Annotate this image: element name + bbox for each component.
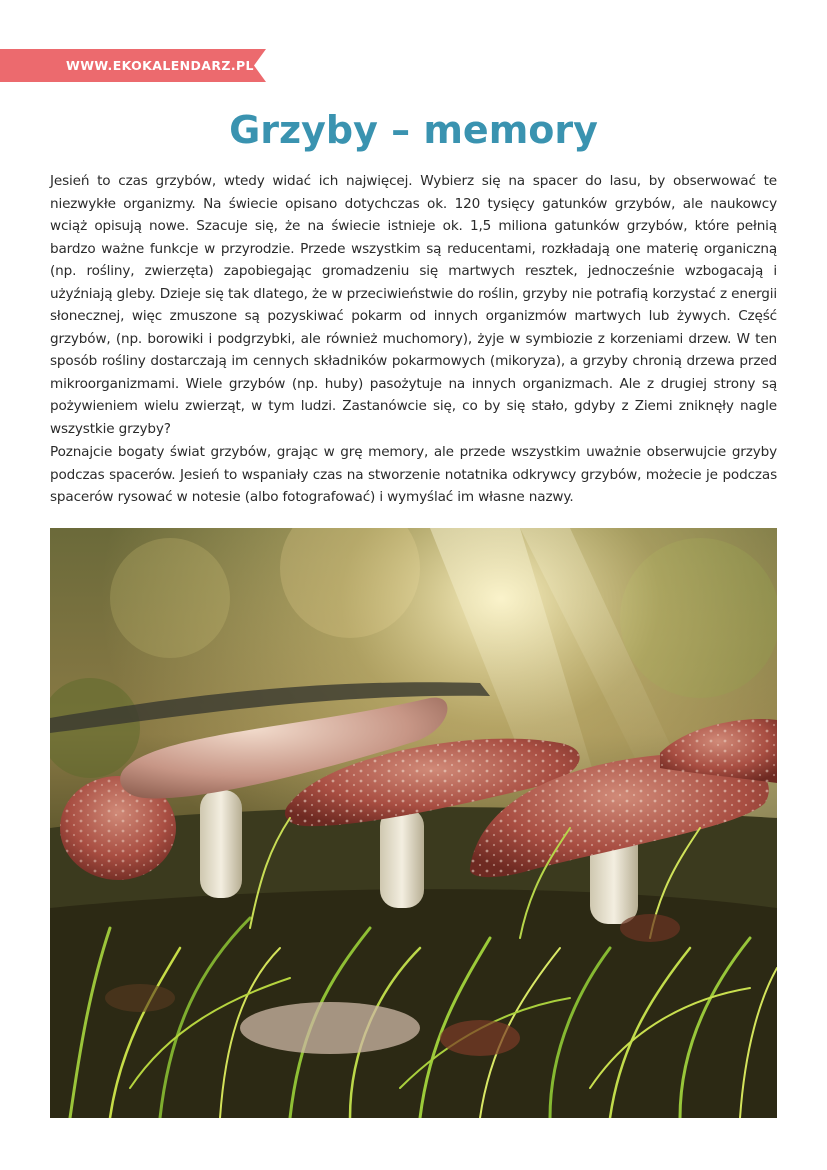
- header-ribbon: [0, 49, 266, 82]
- mushroom-photo: [50, 528, 777, 1118]
- mushroom-photo-illustration: [50, 528, 777, 1118]
- website-link[interactable]: WWW.EKOKALENDARZ.PL: [66, 58, 254, 73]
- memory-paragraph: Poznajcie bogaty świat grzybów, grając w grę memory, ale przede wszystkim uważnie obserwujcie grzyby podczas spacerów. Jesień to wspaniały czas na stworzenie notatnika odkrywcy grzybów, możecie je podczas spacerów rysować w notesie (albo fotografować) i wymyślać im własne nazwy.: [50, 444, 777, 505]
- page-title: Grzyby – memory: [229, 108, 598, 152]
- intro-paragraph: Jesień to czas grzybów, wtedy widać ich najwięcej. Wybierz się na spacer do lasu, by obserwować te niezwykłe organizmy. Na świecie opisano dotychczas ok. 120 tysięcy gatunków grzybów, ale naukowcy wciąż opisują nowe. Szacuje się, że na świecie istnieje ok. 1,5 miliona gatunków grzybów, które pełnią bardzo ważne funkcje w przyrodzie. Przede wszystkim są reducentami, rozkładają one materię organiczną (np. rośliny, zwierzęta) zapobiegając gromadzeniu się martwych resztek, jednocześnie wzbogacają i użyźniają gleby. Dzieje się tak dlatego, że w przeciwieństwie do roślin, grzyby nie potrafią korzystać z energii słonecznej, więc zmuszone są pozyskiwać pokarm od innych organizmów martwych lub żywych. Część grzybów, (np. borowiki i podgrzybki, ale również muchomory), żyje w symbiozie z korzeniami drzew. W ten sposób rośliny dostarczają im cennych składników pokarmowych (mikoryza), a grzyby chronią drzewa przed mikroorganizmami. Wiele grzybów (np. huby) pasożytuje na innych organizmach. Ale z drugiej strony są pożywieniem wielu zwierząt, w tym ludzi. Zastanówcie się, co by się stało, gdyby z Ziemi zniknęły nagle wszystkie grzyby?: [50, 173, 777, 437]
